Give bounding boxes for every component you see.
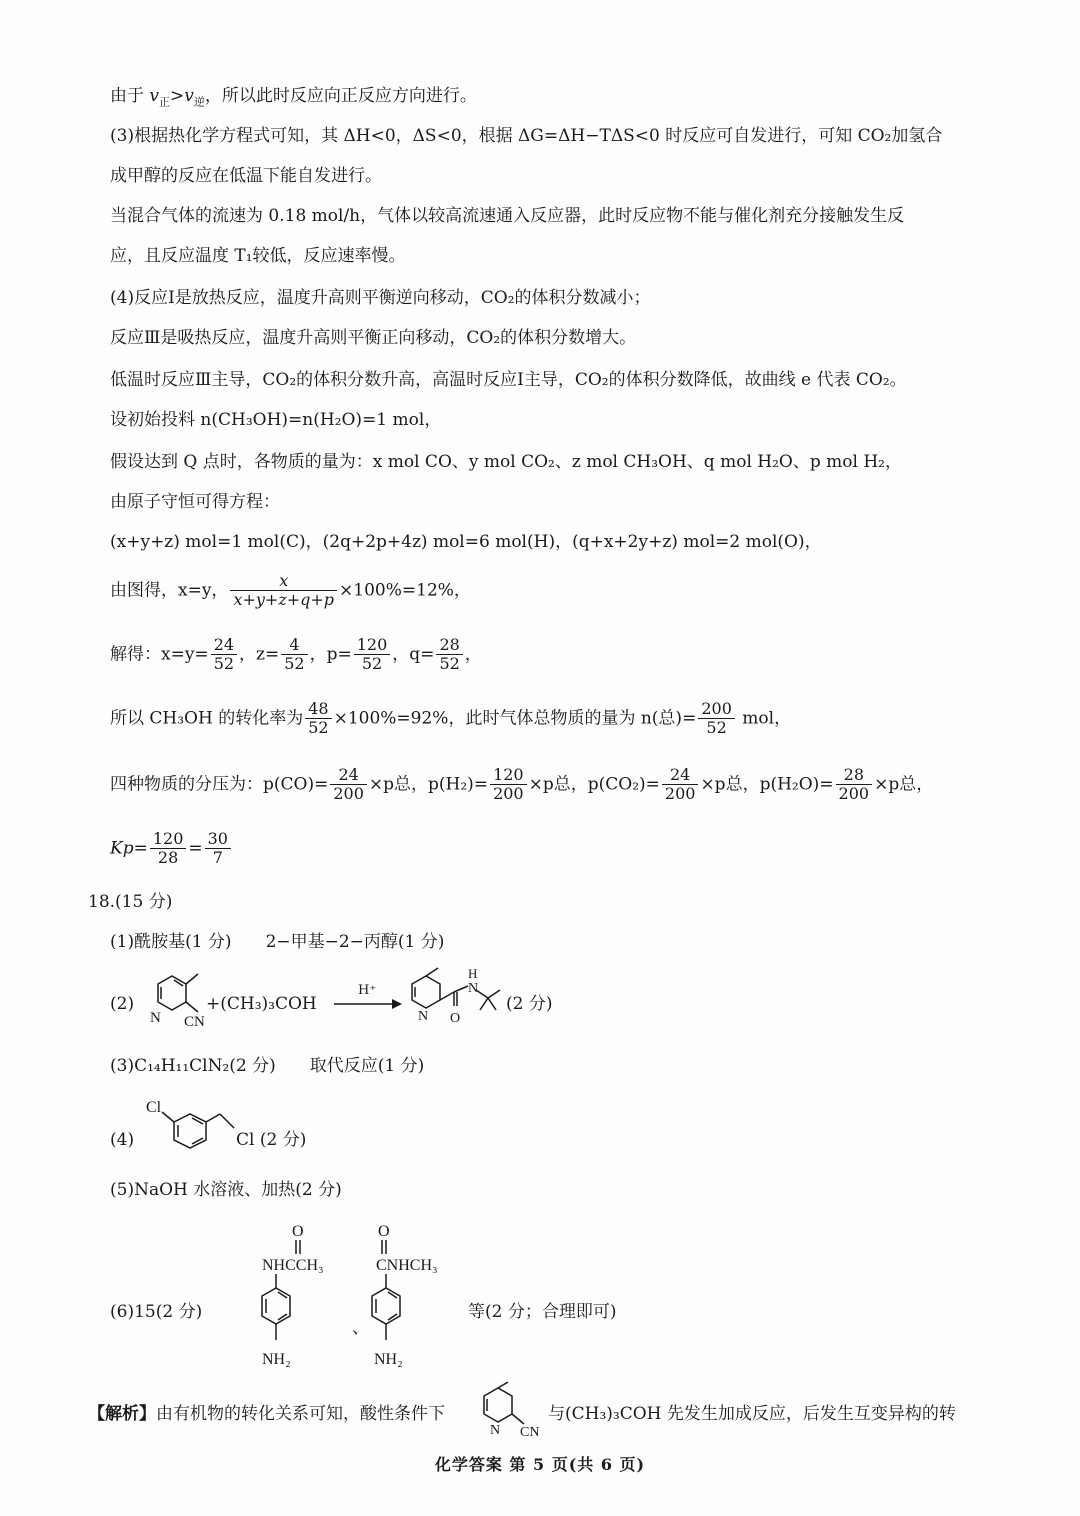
amide-product-structure — [404, 962, 524, 1024]
denominator: 200 — [493, 784, 524, 804]
denominator: 52 — [439, 654, 460, 674]
atom-label: N — [150, 1010, 161, 1026]
fraction — [305, 700, 331, 738]
analysis-tag: 【解析】 — [88, 1404, 156, 1424]
denominator: 52 — [706, 718, 727, 738]
dichloro-structure — [140, 1096, 250, 1166]
text: 解得：x=y= — [110, 644, 209, 665]
text-line: 应，且反应温度 T₁较低，反应速率慢。 — [110, 246, 406, 266]
fraction — [230, 572, 337, 610]
denominator: 52 — [361, 654, 383, 674]
reaction-arrow-icon — [334, 998, 402, 1010]
denominator: 7 — [212, 848, 223, 868]
denominator: 200 — [333, 784, 364, 804]
text-line: 当混合气体的流速为 0.18 mol/h，气体以较高流速通入反应器，此时反应物不能与催化剂充分接触发生反 — [110, 206, 905, 226]
numerator: 28 — [836, 766, 873, 785]
analysis-line: 与(CH₃)₃COH 先发生加成反应，后发生互变异构的转 — [548, 1404, 956, 1424]
atom-label: CNHCH₃ — [376, 1257, 438, 1274]
fraction — [150, 830, 187, 868]
denominator: 200 — [664, 784, 696, 804]
numerator: 120 — [150, 830, 187, 849]
operator: > — [170, 86, 185, 106]
numerator: 120 — [354, 636, 391, 655]
fraction — [490, 766, 527, 804]
text: 由于 — [110, 86, 150, 106]
atom-label: N — [418, 1009, 429, 1024]
numerator: 24 — [662, 766, 699, 785]
equation-line — [110, 700, 791, 738]
fraction — [436, 636, 462, 674]
numerator: 120 — [490, 766, 527, 785]
denominator: 28 — [157, 848, 179, 868]
text-line: 反应Ⅲ是吸热反应，温度升高则平衡正向移动，CO₂的体积分数增大。 — [110, 328, 637, 348]
acetamide-structure-2 — [368, 1216, 478, 1372]
text: ×p总，p(CO₂)= — [528, 774, 660, 795]
subscript: 逆 — [193, 95, 205, 109]
numerator: 24 — [330, 766, 367, 785]
text-line: (3)根据热化学方程式可知，其 ΔH<0，ΔS<0，根据 ΔG=ΔH−TΔS<0 时反应可自发进行，可知 CO₂加氢合 — [110, 126, 943, 146]
acetamide-structure-1 — [256, 1216, 366, 1372]
atom-label: N — [468, 981, 479, 996]
equation-line — [110, 830, 233, 868]
text: ×100%=92%，此时气体总物质的量为 n(总)= — [333, 708, 697, 729]
answer-tail: 等(2 分；合理即可) — [468, 1302, 617, 1322]
text: 由有机物的转化关系可知，酸性条件下 — [156, 1404, 445, 1424]
numerator: 30 — [205, 830, 231, 849]
text: ，p= — [309, 644, 352, 665]
separator-text: 、 — [352, 1318, 369, 1338]
numerator: 28 — [436, 636, 462, 655]
pyridine-cn-structure — [132, 966, 212, 1032]
answer-line: (5)NaOH 水溶液、加热(2 分) — [110, 1180, 342, 1200]
numerator: x — [230, 572, 337, 591]
text: ，z= — [239, 644, 280, 665]
denominator: 52 — [308, 718, 329, 738]
score-text: Cl (2 分) — [236, 1130, 307, 1150]
answer-label: (2) — [110, 994, 135, 1014]
atom-label: H — [468, 966, 478, 981]
fraction — [354, 636, 391, 674]
text: 由图得，x=y， — [110, 580, 229, 601]
fraction — [698, 700, 735, 738]
text: ×p总， — [874, 774, 934, 795]
atom-label: NH₂ — [374, 1351, 403, 1368]
text-line — [110, 88, 477, 107]
text-line: 假设达到 Q 点时，各物质的量为：x mol CO、y mol CO₂、z mol CH₃OH、q mol H₂O、p mol H₂， — [110, 452, 902, 472]
atom-label: NH₂ — [262, 1351, 291, 1368]
score-text: (2 分) — [506, 994, 553, 1014]
text-line: 低温时反应Ⅲ主导，CO₂的体积分数升高，高温时反应Ⅰ主导，CO₂的体积分数降低，故曲线 e 代表 CO₂。 — [110, 370, 907, 390]
atom-label: O — [450, 1011, 461, 1024]
text-line: 设初始投料 n(CH₃OH)=n(H₂O)=1 mol， — [110, 410, 442, 430]
denominator: 52 — [213, 654, 235, 674]
equation-line — [110, 636, 482, 674]
numerator: 200 — [698, 700, 735, 719]
text: ，所以此时反应向正反应方向进行。 — [204, 86, 477, 106]
analysis-line — [88, 1406, 445, 1423]
atom-label: O — [378, 1223, 390, 1240]
equation-line — [110, 766, 933, 804]
fraction — [836, 766, 873, 804]
fraction — [205, 830, 231, 868]
numerator: 4 — [281, 636, 307, 655]
velocity-symbol: v — [184, 86, 194, 106]
answer-label: (4) — [110, 1130, 135, 1150]
atom-label: NHCCH₃ — [262, 1257, 324, 1274]
text: ×p总，p(H₂)= — [368, 774, 489, 795]
answer-label: (6)15(2 分) — [110, 1302, 203, 1322]
text: 所以 CH₃OH 的转化率为 — [110, 708, 304, 729]
text-line: 成甲醇的反应在低温下能自发进行。 — [110, 166, 382, 186]
denominator: 200 — [838, 784, 870, 804]
text-line: (4)反应Ⅰ是放热反应，温度升高则平衡逆向移动，CO₂的体积分数减小； — [110, 288, 651, 308]
text: ，q= — [392, 644, 435, 665]
text: mol， — [736, 708, 792, 729]
text: Kp= — [110, 838, 148, 859]
fraction — [662, 766, 699, 804]
text: 四种物质的分压为：p(CO)= — [110, 774, 329, 795]
reagent-text: +(CH₃)₃COH — [206, 994, 317, 1014]
question-heading: 18.(15 分) — [88, 892, 173, 912]
atom-label: N — [490, 1423, 501, 1438]
text-line: 由原子守恒可得方程： — [110, 492, 280, 512]
denominator: 52 — [284, 654, 305, 674]
page-footer: 化学答案 第 5 页(共 6 页) — [434, 1455, 646, 1474]
atom-label: O — [292, 1223, 304, 1240]
velocity-symbol: v — [149, 86, 160, 106]
denominator: x+y+z+q+p — [233, 590, 335, 610]
text-line: (x+y+z) mol=1 mol(C)，(2q+2p+4z) mol=6 mol(H)，(q+x+2y+z) mol=2 mol(O)， — [110, 532, 822, 552]
text: = — [188, 838, 203, 859]
numerator: 24 — [211, 636, 237, 655]
fraction — [330, 766, 367, 804]
pyridine-cn-structure — [470, 1380, 550, 1440]
text: ×100%=12%， — [339, 580, 471, 601]
text: ×p总，p(H₂O)= — [700, 774, 834, 795]
subscript: 正 — [159, 95, 171, 109]
atom-label: CN — [520, 1425, 540, 1440]
answer-line: (1)酰胺基(1 分) 2−甲基−2−丙醇(1 分) — [110, 932, 445, 952]
atom-label: Cl — [146, 1099, 162, 1116]
fraction — [211, 636, 237, 674]
text: ， — [464, 644, 482, 665]
atom-label: CN — [184, 1014, 205, 1030]
fraction — [281, 636, 307, 674]
equation-line — [110, 572, 471, 610]
numerator: 48 — [305, 700, 331, 719]
catalyst-label: H⁺ — [358, 983, 377, 998]
answer-line: (3)C₁₄H₁₁ClN₂(2 分) 取代反应(1 分) — [110, 1056, 425, 1076]
